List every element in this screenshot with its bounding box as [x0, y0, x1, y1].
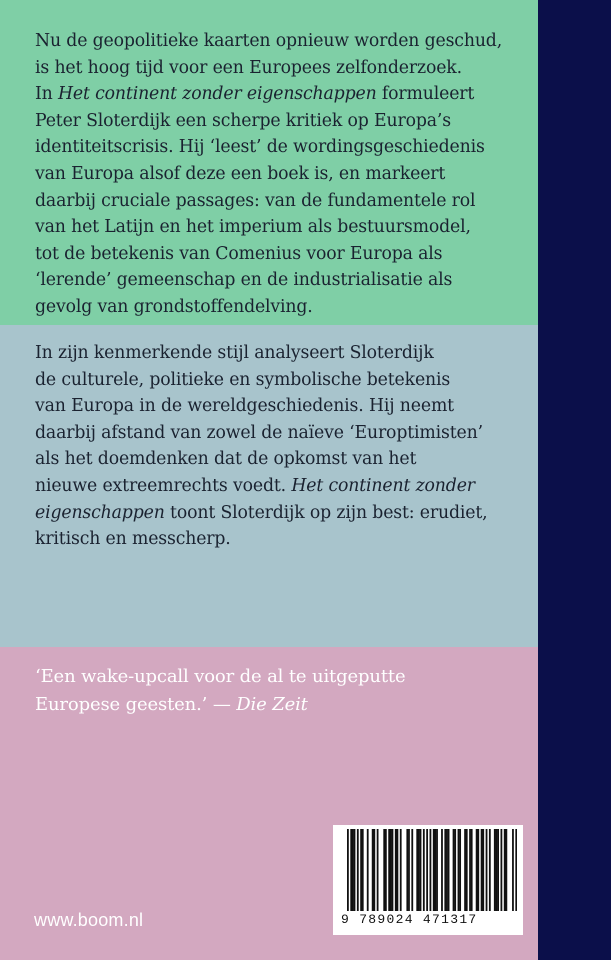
barcode-bar [436, 829, 438, 911]
barcode-bar [383, 829, 385, 911]
text-fragment: Europese geesten.’ — [35, 694, 237, 715]
barcode-bar [372, 829, 374, 911]
barcode-bar [352, 829, 354, 911]
text-fragment: nieuwe extreemrechts voedt. [35, 475, 292, 496]
text-line: de culturele, politieke en symbolische betekenis [35, 369, 451, 390]
text-line: In zijn kenmerkende stijl analyseert Sloterdijk [35, 343, 434, 363]
quote-source: Die Zeit [236, 694, 308, 715]
barcode-bars [347, 829, 517, 913]
barcode-bar [486, 829, 488, 911]
text-line [35, 691, 535, 719]
barcode-bar [433, 829, 435, 911]
barcode-bar [489, 829, 491, 911]
summary-paragraph [35, 28, 535, 321]
barcode-bar [411, 829, 413, 911]
text-line: identiteitscrisis. Hij ‘leest’ de wordingsgeschiedenis [35, 137, 485, 158]
barcode-bar [466, 829, 468, 911]
barcode-bar [454, 829, 456, 911]
book-title: Het continent zonder [291, 475, 475, 496]
barcode-bar [434, 829, 436, 911]
text-line: als het doemdenken dat de opkomst van het [35, 449, 417, 470]
text-line: ‘Een wake-upcall voor de al te uitgeputte [35, 666, 406, 687]
barcode-bar [373, 829, 375, 911]
barcode-bar [497, 829, 499, 911]
barcode-bar [505, 829, 507, 911]
barcode-bar [423, 829, 425, 911]
publisher-website[interactable]: www.boom.nl [34, 910, 144, 930]
text-line: gevolg van grondstoffendelving. [35, 296, 313, 317]
barcode-bar [477, 829, 479, 911]
barcode-bar [360, 829, 362, 911]
barcode-bar [504, 829, 506, 911]
barcode-bar [501, 829, 503, 911]
barcode-bar [469, 829, 471, 911]
barcode-bar [418, 829, 420, 911]
barcode-bar [515, 829, 517, 911]
barcode-bar [377, 829, 379, 911]
barcode-bar [444, 829, 446, 911]
isbn-number: 9 789024 471317 [341, 912, 478, 927]
barcode-bar [453, 829, 455, 911]
barcode-bar [362, 829, 364, 911]
barcode-bar [446, 829, 448, 911]
barcode-bar [426, 829, 428, 911]
barcode-bar [471, 829, 473, 911]
barcode-bar [481, 829, 483, 911]
barcode-bar [458, 829, 460, 911]
barcode-bar [482, 829, 484, 911]
barcode-bar [347, 829, 349, 911]
barcode-bar [388, 829, 390, 911]
barcode-bar [476, 829, 478, 911]
barcode-bar [464, 829, 466, 911]
barcode-bar [512, 829, 514, 911]
barcode-bar [385, 829, 387, 911]
barcode-bar [395, 829, 397, 911]
text-line: daarbij afstand van zowel de naïeve ‘Europtimisten’ [35, 422, 483, 443]
book-title: eigenschappen [35, 502, 165, 523]
barcode-bar [448, 829, 450, 911]
barcode-bar [441, 829, 443, 911]
barcode-bar [420, 829, 422, 911]
barcode-bar [397, 829, 399, 911]
text-fragment: formuleert [376, 84, 475, 105]
text-line [35, 81, 535, 108]
barcode-bar [367, 829, 369, 911]
text-line: Peter Sloterdijk een scherpe kritiek op Europa’s [35, 110, 451, 131]
text-line: tot de betekenis van Comenius voor Europa als [35, 243, 443, 264]
barcode-bar [354, 829, 356, 911]
text-line [35, 500, 535, 527]
text-line: van het Latijn en het imperium als bestuursmodel, [35, 217, 471, 238]
text-line: kritisch en messcherp. [35, 529, 231, 550]
text-line [35, 473, 535, 500]
text-fragment: In [35, 84, 58, 105]
press-quote [35, 663, 535, 719]
barcode-bar [400, 829, 402, 911]
barcode-bar [392, 829, 394, 911]
barcode-bar [430, 829, 432, 911]
book-title: Het continent zonder eigenschappen [58, 84, 377, 105]
text-line: van Europa in de wereldgeschiedenis. Hij neemt [35, 396, 454, 417]
spine-strip [538, 0, 611, 960]
barcode-bar [494, 829, 496, 911]
text-line: daarbij cruciale passages: van de fundamentele rol [35, 190, 476, 211]
text-fragment: toont Sloterdijk op zijn best: erudiet, [164, 502, 488, 523]
barcode-bar [496, 829, 498, 911]
barcode-bar [390, 829, 392, 911]
analysis-paragraph [35, 340, 535, 553]
isbn-barcode [333, 825, 523, 935]
barcode-bar [406, 829, 408, 911]
barcode-bar [459, 829, 461, 911]
barcode-bar [408, 829, 410, 911]
text-line: Nu de geopolitieke kaarten opnieuw worden geschud, [35, 31, 503, 51]
text-line: van Europa alsof deze een boek is, en markeert [35, 163, 446, 184]
text-line: ‘lerende’ gemeenschap en de industrialisatie als [35, 270, 453, 291]
barcode-bar [350, 829, 352, 911]
text-line: is het hoog tijd voor een Europees zelfonderzoek. [35, 57, 462, 78]
barcode-bar [357, 829, 359, 911]
barcode-bar [416, 829, 418, 911]
